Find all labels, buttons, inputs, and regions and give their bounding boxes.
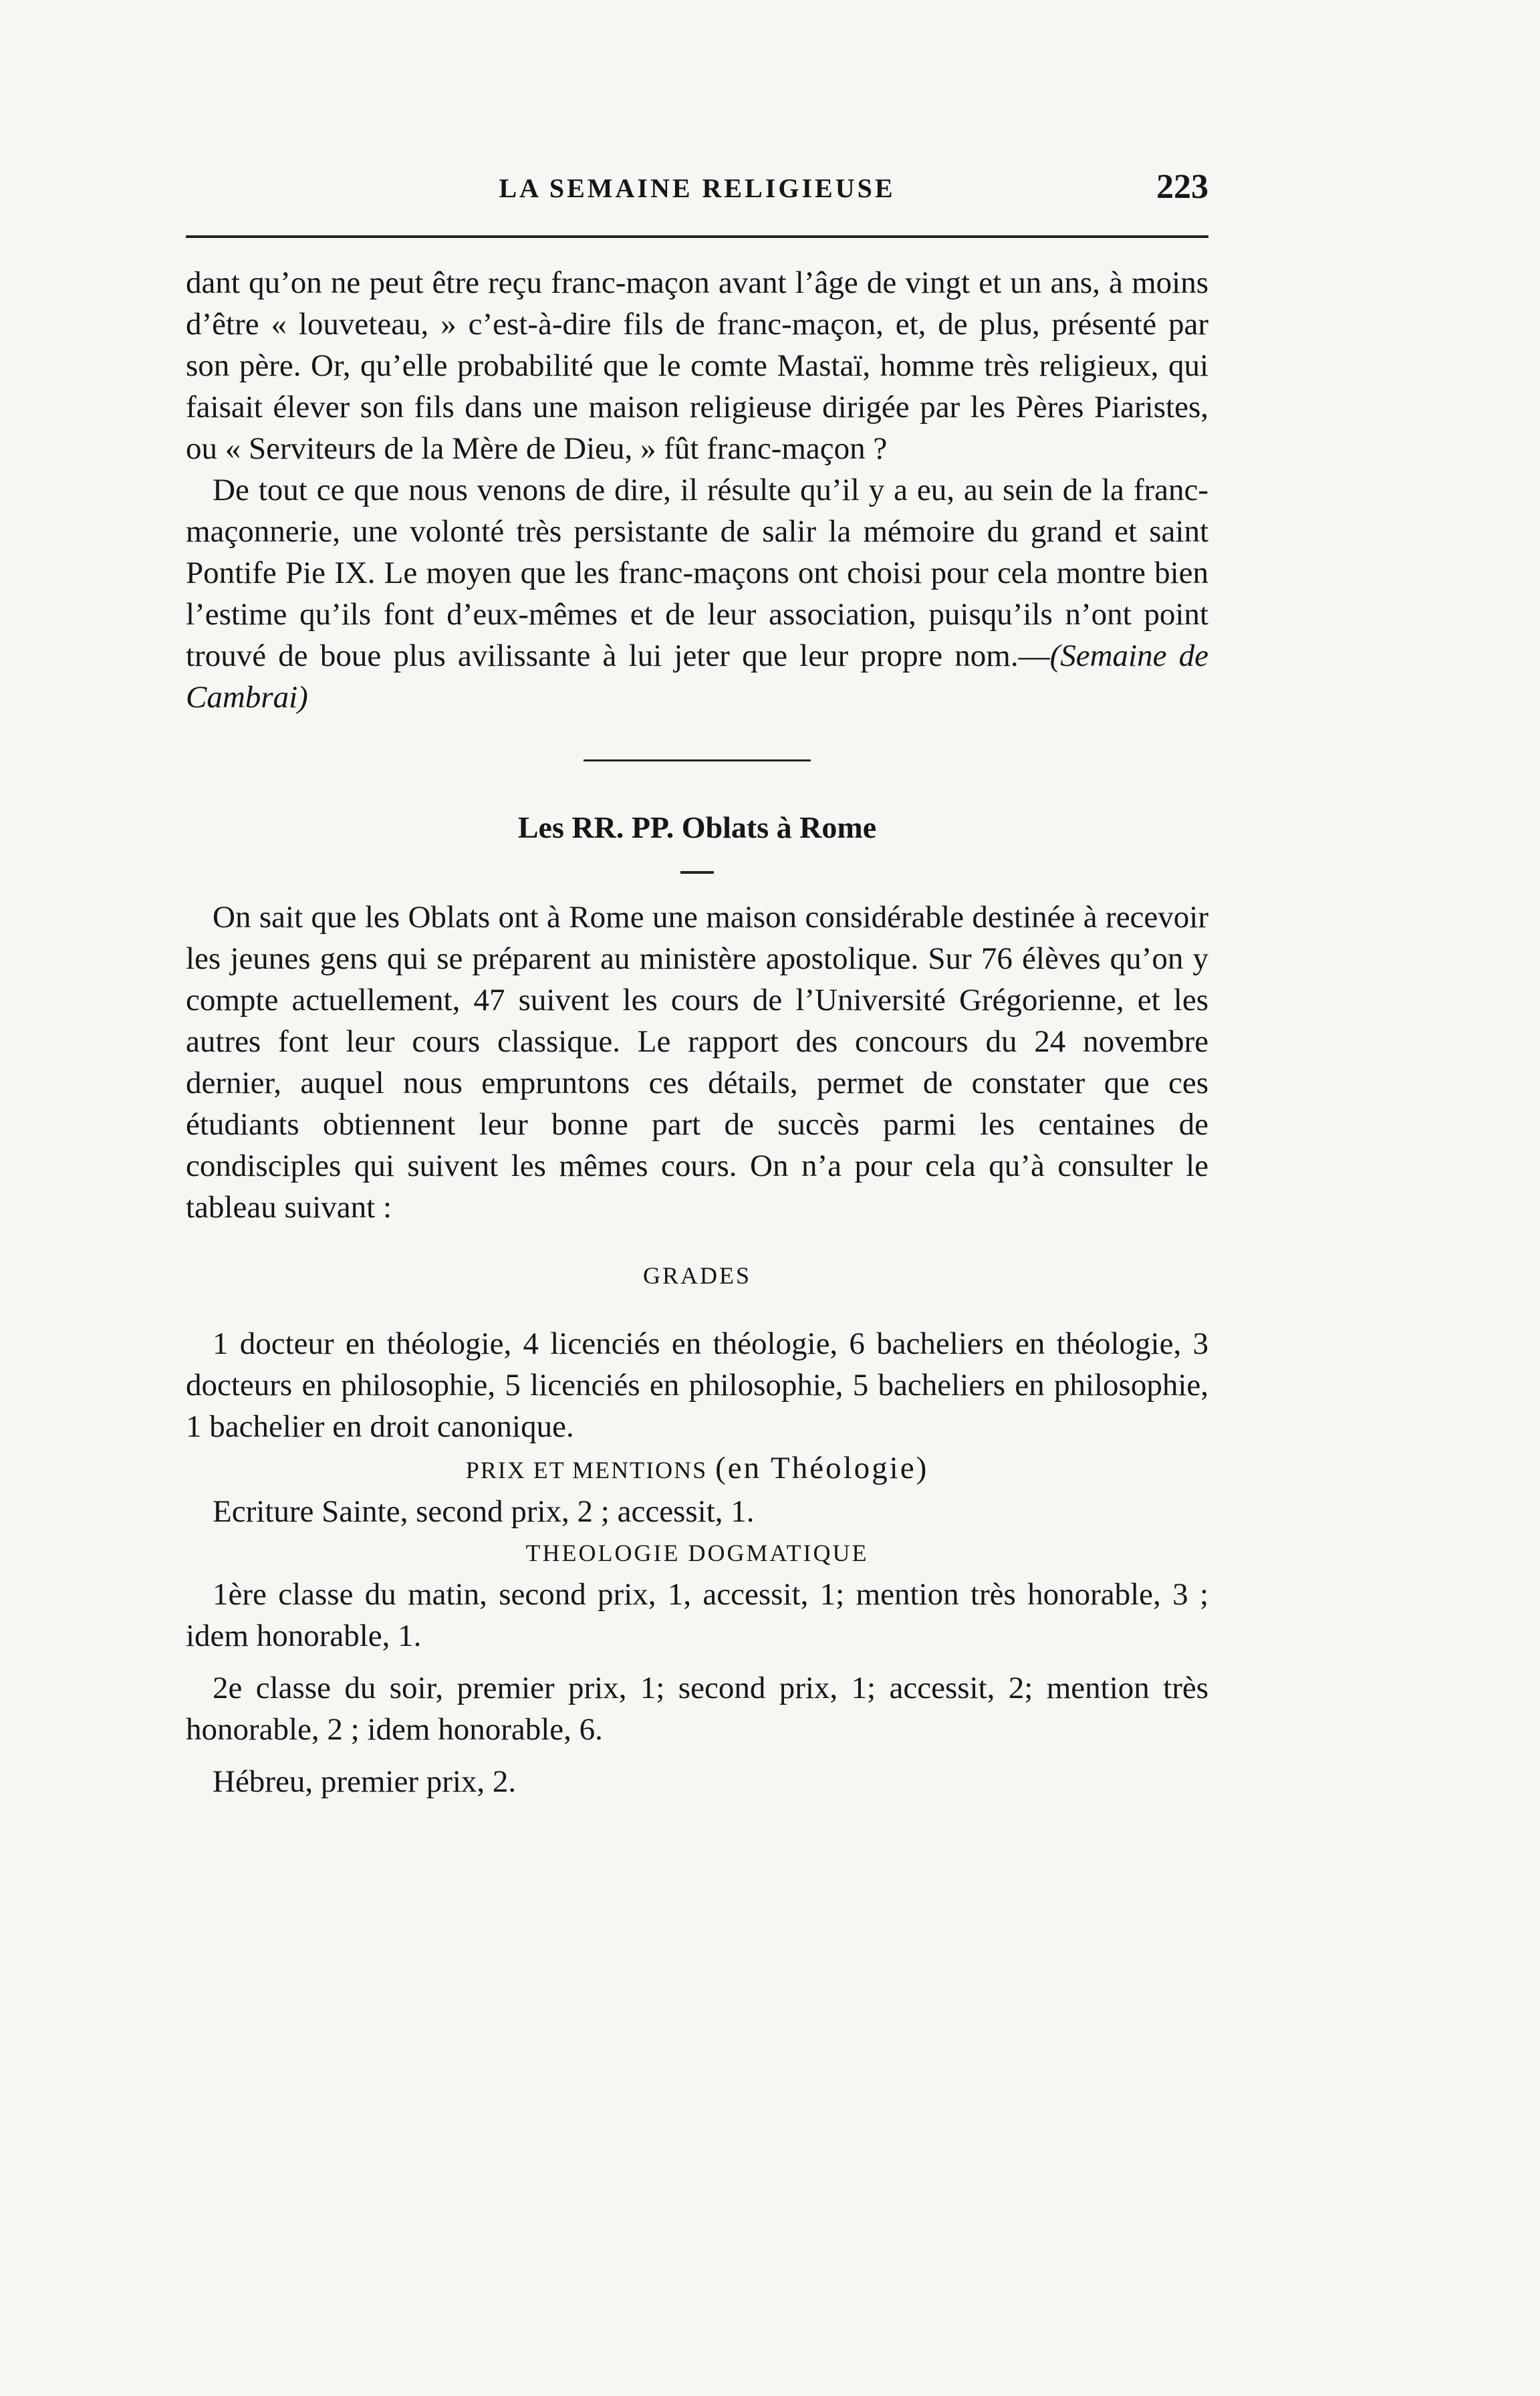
article-intro: On sait que les Oblats ont à Rome une maison considérable destinée à recevoir les jeunes gens qui se préparent au ministère apostolique. Sur 76 élèves qu’on y compte actuellement, 47 suivent les cours de l’Université Grégorienne, et les autres font leur cours classique. Le rapport des concours du 24 novembre dernier, auquel nous empruntons ces détails, permet de constater que ces étudiants obtiennent leur bonne part de succès parmi les centaines de condisciples qui suivent les mêmes cours. On n’a pour cela qu’à consulter le tableau suivant :: [186, 900, 1208, 1225]
page-body: [186, 262, 1208, 1802]
prix-heading-rest: (en Théologie): [715, 1451, 929, 1485]
running-header: [186, 168, 1208, 226]
hebreu-line: Hébreu, premier prix, 2.: [213, 1764, 517, 1799]
prix-heading: [186, 1447, 1208, 1491]
ecriture-line: Ecriture Sainte, second prix, 2 ; accessit, 1.: [213, 1494, 755, 1529]
page-number: 223: [1156, 168, 1208, 206]
classe-1-line: 1ère classe du matin, second prix, 1, accessit, 1; mention très honorable, 3 ; idem honorable, 1.: [186, 1577, 1208, 1653]
header-rule: [186, 235, 1208, 238]
dogmatique-heading: THEOLOGIE DOGMATIQUE: [525, 1540, 869, 1566]
prix-heading-caps: PRIX ET MENTIONS: [465, 1457, 708, 1483]
article-heading: Les RR. PP. Oblats à Rome: [517, 810, 877, 844]
grades-heading: GRADES: [642, 1262, 752, 1289]
running-title: LA SEMAINE RELIGIEUSE: [499, 173, 896, 203]
intro-paragraph: dant qu’on ne peut être reçu franc-maçon avant l’âge de vingt et un ans, à moins d’être « louveteau, » c’est-à-dire fils de franc-maçon, et, de plus, présenté par son père. Or, qu’elle probabilité que le comte Mastaï, homme très religieux, qui faisait élever son fils dans une maison religieuse dirigée par les Pères Piaristes, ou « Serviteurs de la Mère de Dieu, » fût franc-maçon ?: [186, 265, 1208, 466]
classe-2-line: 2e classe du soir, premier prix, 1; second prix, 1; accessit, 2; mention très honorable, 2 ; idem honorable, 6.: [186, 1671, 1208, 1747]
heading-dash: [680, 871, 714, 874]
conclusion-source: (Semaine de Cambrai): [186, 638, 1209, 715]
grades-list: 1 docteur en théologie, 4 licenciés en théologie, 6 bacheliers en théologie, 3 docteurs en philosophie, 5 licenciés en philosophie, 5 bacheliers en philosophie, 1 bachelier en droit canonique.: [186, 1326, 1208, 1444]
conclusion-paragraph: [186, 469, 1208, 718]
section-divider: [584, 759, 811, 761]
conclusion-text: De tout ce que nous venons de dire, il résulte qu’il y a eu, au sein de la franc-maçonnerie, une volonté très persistante de salir la mémoire du grand et saint Pontife Pie IX. Le moyen que les franc-maçons ont choisi pour cela montre bien l’estime qu’ils font d’eux-mêmes et de leur association, puisqu’ils n’ont point trouvé de boue plus avilissante à lui jeter que leur propre nom.—: [186, 473, 1208, 673]
